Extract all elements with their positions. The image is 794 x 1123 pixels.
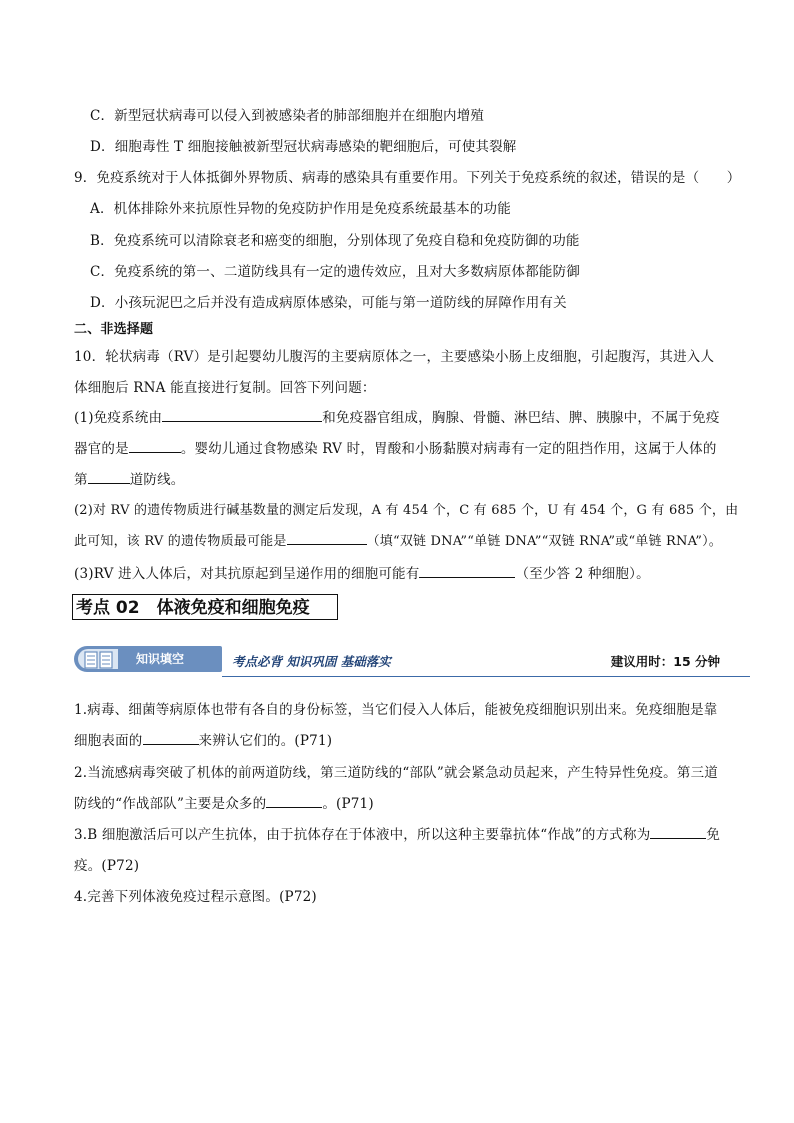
banner-slogan: 考点必背 知识巩固 基础落实 — [232, 654, 391, 669]
fill-item-2-line2 — [74, 792, 374, 812]
q10-part3-line — [74, 562, 650, 582]
q10-stem-line1: 10．轮状病毒（RV）是引起婴幼儿腹泻的主要病原体之一，主要感染小肠上皮细胞，引起腹泻，其进入人 — [74, 349, 715, 365]
answer-blank[interactable] — [287, 532, 367, 545]
q9-stem: 9．免疫系统对于人体抵御外界物质、病毒的感染具有重要作用。下列关于免疫系统的叙述，错误的是（ ） — [74, 170, 741, 186]
fill-item-3-text-b: 免 — [706, 827, 721, 843]
q10-part1-text-f: 道防线。 — [129, 472, 185, 488]
answer-blank[interactable] — [266, 795, 322, 808]
q10-part3-text-b: （至少答 2 种细胞）。 — [515, 566, 650, 582]
fill-item-3-text-a: 3.B 细胞激活后可以产生抗体，由于抗体存在于体液中，所以这种主要靠抗体“作战”的方式称为 — [74, 827, 651, 843]
knowledge-banner — [74, 643, 750, 677]
answer-blank[interactable] — [419, 565, 515, 578]
banner-time: 建议用时：15 分钟 — [610, 654, 720, 669]
q9-option-b: B．免疫系统可以清除衰老和癌变的细胞，分别体现了免疫自稳和免疫防御的功能 — [90, 233, 580, 249]
fill-item-3-line1 — [74, 823, 720, 843]
fill-item-2-text-c: 。(P71) — [322, 796, 374, 812]
fill-item-4: 4.完善下列体液免疫过程示意图。(P72) — [74, 889, 317, 905]
q10-part1-text-d: 。婴幼儿通过食物感染 RV 时，胃酸和小肠黏膜对病毒有一定的阻挡作用，这属于人体的 — [180, 441, 717, 457]
q9-option-d: D．小孩玩泥巴之后并没有造成病原体感染，可能与第一道防线的屏障作用有关 — [90, 295, 567, 311]
fill-item-1-line2 — [74, 729, 332, 749]
fill-item-1-text-b: 细胞表面的 — [74, 733, 143, 749]
q10-part1-line2 — [74, 437, 717, 457]
q8-option-d: D．细胞毒性 T 细胞接触被新型冠状病毒感染的靶细胞后，可使其裂解 — [90, 139, 517, 155]
q10-part2-line1: (2)对 RV 的遗传物质进行碱基数量的测定后发现，A 有 454 个，C 有 685 个，U 有 454 个，G 有 685 个，由 — [74, 503, 739, 518]
answer-blank[interactable] — [129, 440, 181, 453]
answer-blank[interactable] — [650, 826, 706, 839]
q10-part1-text-c: 器官的是 — [74, 441, 129, 457]
q10-part1-text-a: (1)免疫系统由 — [74, 410, 163, 426]
q10-part1-line3 — [74, 468, 185, 488]
answer-blank[interactable] — [88, 471, 130, 484]
fill-item-1-line1: 1.病毒、细菌等病原体也带有各自的身份标签，当它们侵入人体后，能被免疫细胞识别出来。免疫细胞是靠 — [74, 702, 718, 718]
q9-option-c: C．免疫系统的第一、二道防线具有一定的遗传效应，且对大多数病原体都能防御 — [90, 264, 581, 280]
answer-blank[interactable] — [162, 409, 322, 422]
fill-item-2-text-b: 防线的“作战部队”主要是众多的 — [74, 796, 267, 812]
section-title: 二、非选择题 — [74, 322, 154, 337]
fill-item-3-line2: 疫。(P72) — [74, 858, 140, 874]
q10-part1-text-e: 第 — [74, 472, 88, 488]
q8-option-c: C．新型冠状病毒可以侵入到被感染者的肺部细胞并在细胞内增殖 — [90, 108, 485, 124]
section-heading: 考点 02 体液免疫和细胞免疫 — [72, 594, 338, 620]
banner-tag: 知识填空 — [136, 652, 185, 666]
banner-rule — [222, 676, 750, 677]
q10-part2-text-b: 此可知，该 RV 的遗传物质最可能是 — [74, 534, 287, 549]
fill-item-2-line1: 2.当流感病毒突破了机体的前两道防线，第三道防线的“部队”就会紧急动员起来，产生特异性免疫。第三道 — [74, 765, 718, 781]
q10-stem-line2: 体细胞后 RNA 能直接进行复制。回答下列问题： — [74, 380, 376, 396]
q10-part2-text-c: （填“双链 DNA”“单链 DNA”“双链 RNA”或“单链 RNA”）。 — [366, 534, 723, 549]
q10-part3-text-a: (3)RV 进入人体后，对其抗原起到呈递作用的细胞可能有 — [74, 566, 420, 582]
q9-option-a: A．机体排除外来抗原性异物的免疫防护作用是免疫系统最基本的功能 — [90, 201, 511, 217]
book-icon — [84, 651, 114, 669]
q10-part1-text-b: 和免疫器官组成，胸腺、骨髓、淋巴结、脾、胰腺中，不属于免疫 — [322, 410, 720, 426]
q10-part2-line2 — [74, 530, 722, 549]
answer-blank[interactable] — [143, 732, 199, 745]
q10-part1-line1 — [74, 406, 720, 426]
fill-item-1-text-c: 来辨认它们的。(P71) — [198, 733, 333, 749]
